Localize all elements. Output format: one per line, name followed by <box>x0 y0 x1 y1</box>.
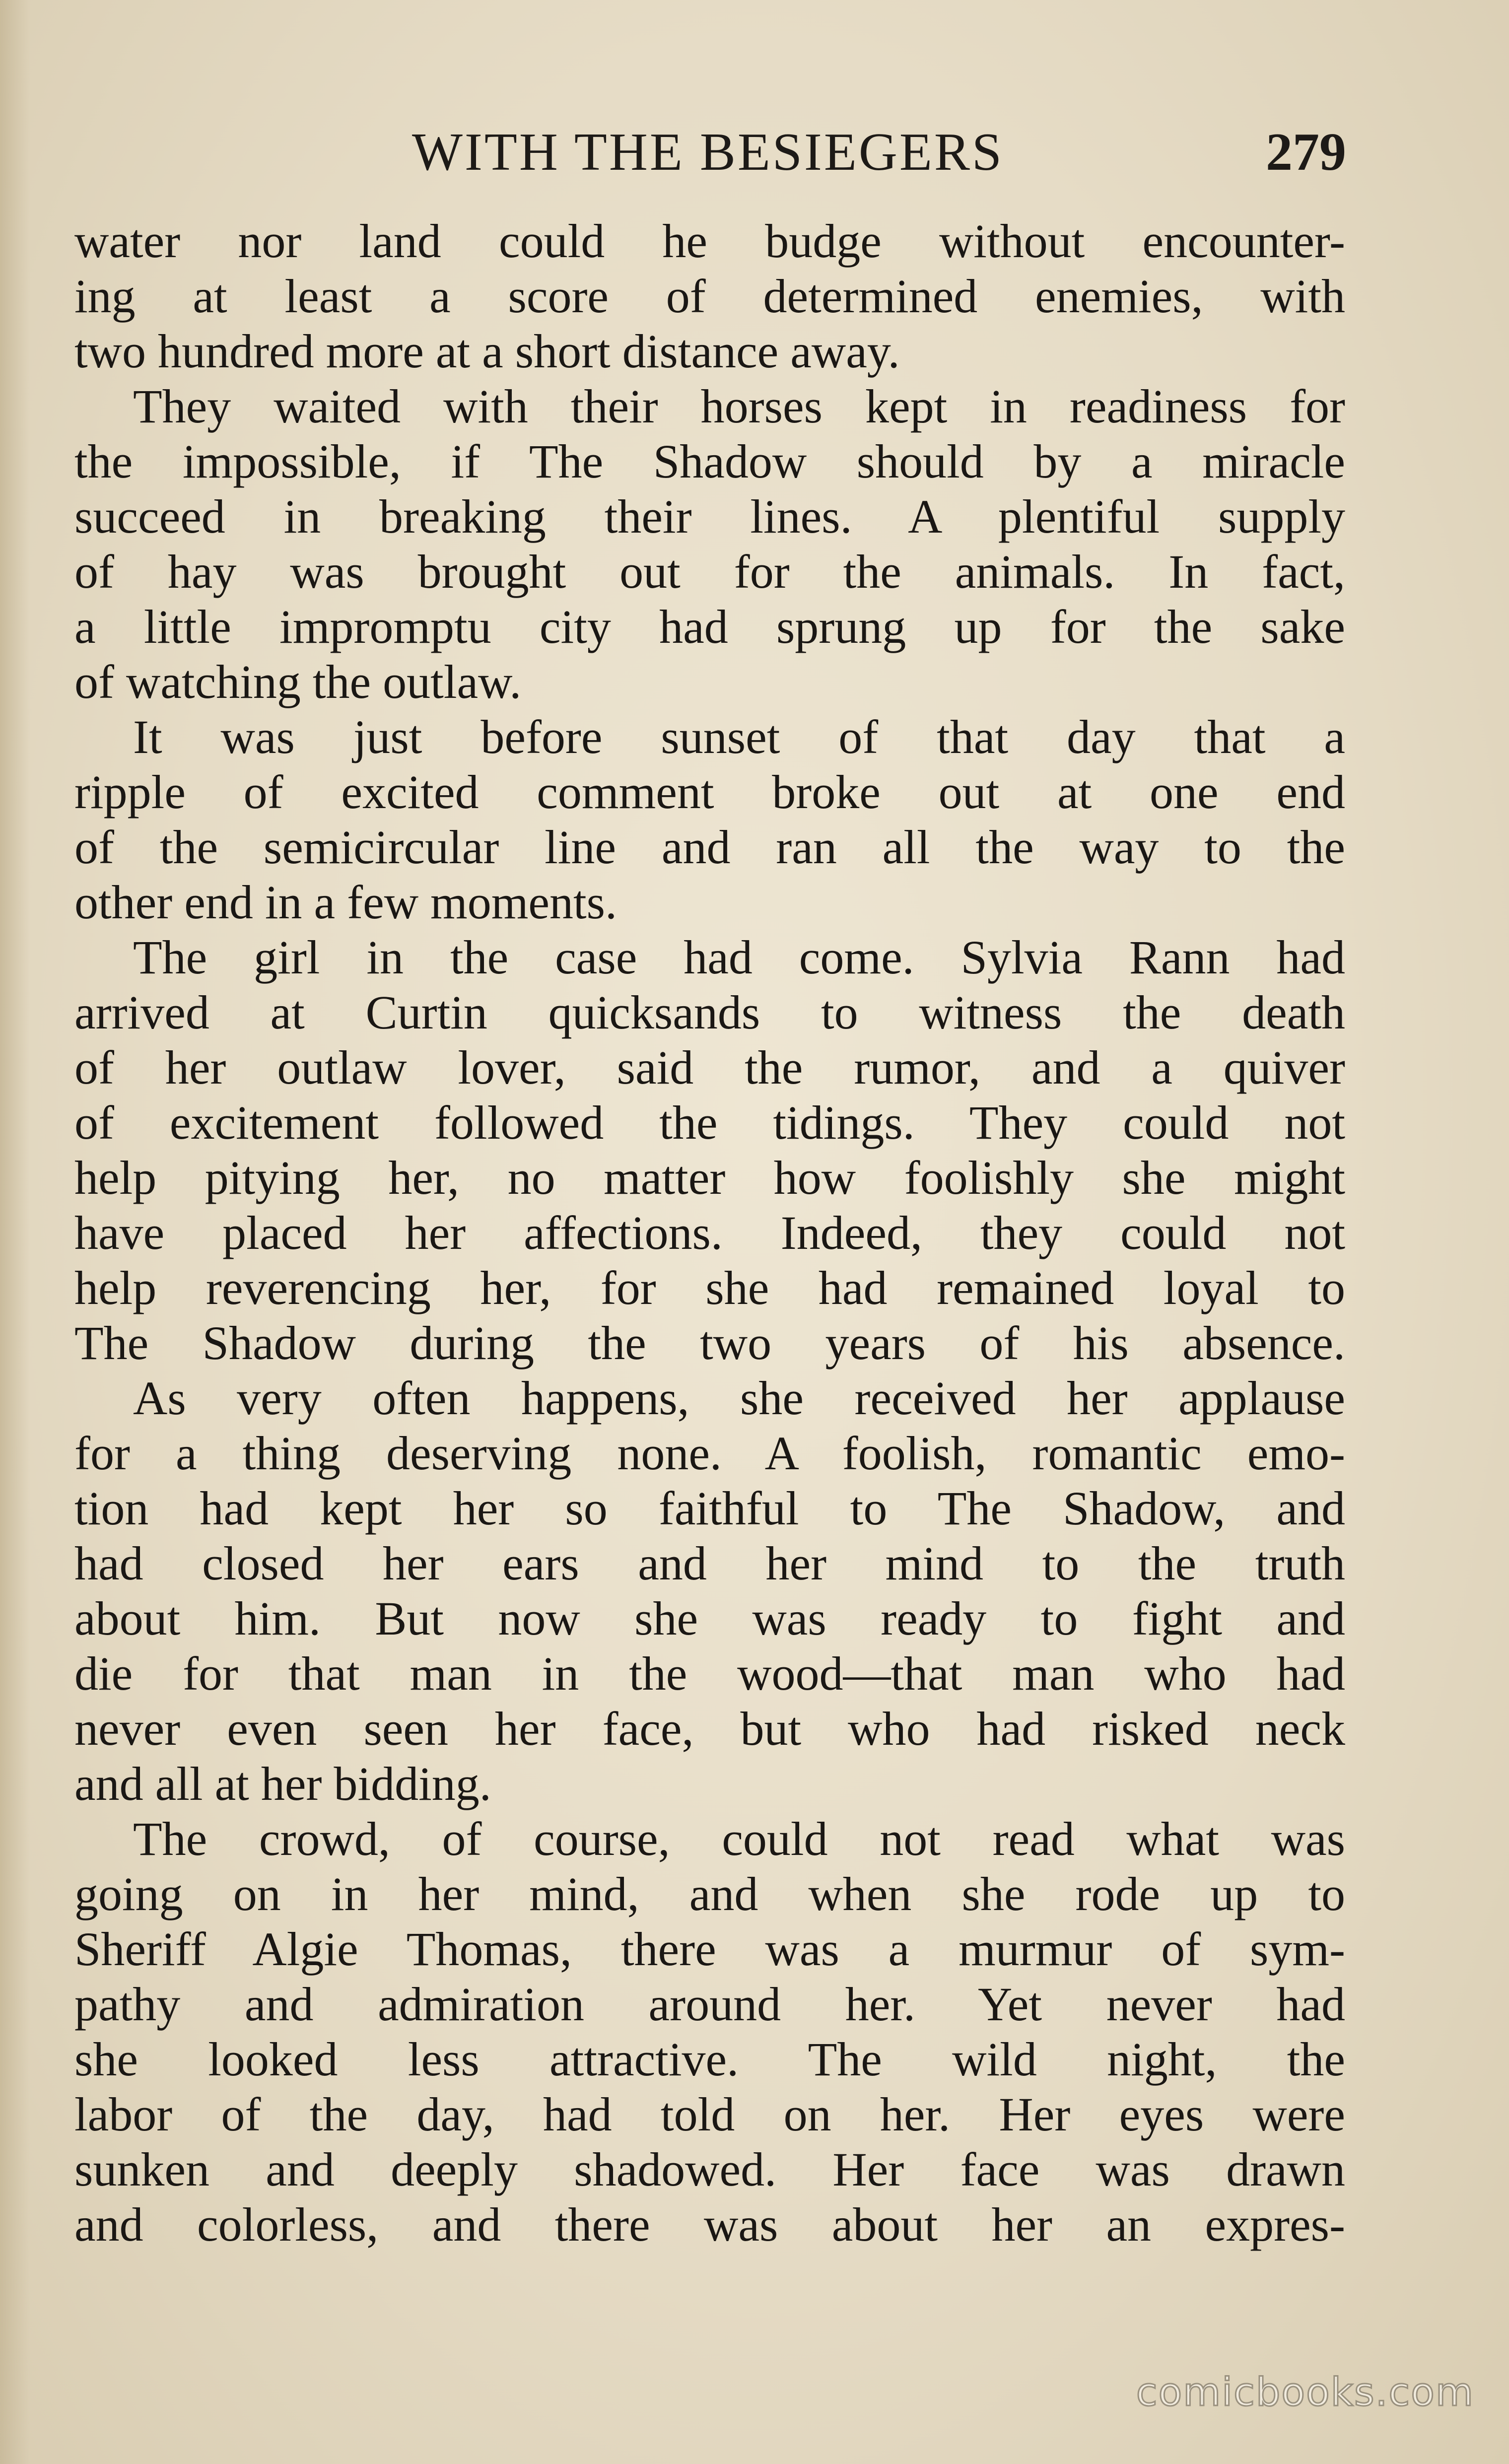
text-line: the impossible, if The Shadow should by a miracle <box>74 435 1345 488</box>
spine-shadow <box>0 0 30 2464</box>
text-line: The Shadow during the two years of his absence. <box>74 1316 1345 1369</box>
text-line: and colorless, and there was about her an expres- <box>74 2198 1345 2251</box>
text-line: never even seen her face, but who had risked neck <box>74 1702 1345 1755</box>
text-line: As very often happens, she received her applause <box>133 1371 1345 1425</box>
text-line: had closed her ears and her mind to the truth <box>74 1537 1345 1590</box>
text-line: labor of the day, had told on her. Her eyes were <box>74 2088 1345 2141</box>
running-head <box>0 115 1509 190</box>
text-line: Sheriff Algie Thomas, there was a murmur of sym- <box>74 1922 1345 1976</box>
text-line: The girl in the case had come. Sylvia Rann had <box>133 931 1345 984</box>
text-line: of excitement followed the tidings. They could not <box>74 1096 1345 1149</box>
text-line: have placed her affections. Indeed, they could not <box>74 1206 1345 1259</box>
text-line: sunken and deeply shadowed. Her face was drawn <box>74 2143 1345 2196</box>
text-line: a little impromptu city had sprung up for the sake <box>74 600 1345 653</box>
text-line: water nor land could he budge without encounter- <box>74 214 1345 268</box>
text-line: tion had kept her so faithful to The Shadow, and <box>74 1482 1345 1535</box>
text-line: help reverencing her, for she had remained loyal to <box>74 1261 1345 1314</box>
text-line: pathy and admiration around her. Yet never had <box>74 1978 1345 2031</box>
text-line: They waited with their horses kept in readiness for <box>133 380 1345 433</box>
watermark: comicbooks.com <box>1136 2370 1474 2415</box>
body-text <box>74 213 1345 2252</box>
text-line: and all at her bidding. <box>74 1757 491 1810</box>
text-line: about him. But now she was ready to fight and <box>74 1592 1345 1645</box>
text-line: she looked less attractive. The wild night, the <box>74 2033 1345 2086</box>
text-line: ripple of excited comment broke out at one end <box>74 765 1345 819</box>
text-line: for a thing deserving none. A foolish, romantic emo- <box>74 1427 1345 1480</box>
text-line: succeed in breaking their lines. A plentiful supply <box>74 490 1345 543</box>
text-line: two hundred more at a short distance away. <box>74 325 900 378</box>
text-line: of the semicircular line and ran all the way to the <box>74 821 1345 874</box>
chapter-title: WITH THE BESIEGERS <box>412 123 1004 182</box>
text-line: going on in her mind, and when she rode up to <box>74 1867 1345 1920</box>
text-line: die for that man in the wood—that man who had <box>74 1647 1345 1700</box>
text-line: of her outlaw lover, said the rumor, and a quiver <box>74 1041 1345 1094</box>
text-line: arrived at Curtin quicksands to witness the death <box>74 986 1345 1039</box>
text-line: It was just before sunset of that day that a <box>133 710 1345 763</box>
text-line: ing at least a score of determined enemies, with <box>74 270 1345 323</box>
text-line: other end in a few moments. <box>74 876 617 929</box>
text-line: help pitying her, no matter how foolishly she might <box>74 1151 1345 1204</box>
text-line: of hay was brought out for the animals. In fact, <box>74 545 1345 598</box>
text-line: The crowd, of course, could not read what was <box>133 1812 1345 1865</box>
text-line: of watching the outlaw. <box>74 655 522 708</box>
page-number: 279 <box>1266 123 1346 182</box>
